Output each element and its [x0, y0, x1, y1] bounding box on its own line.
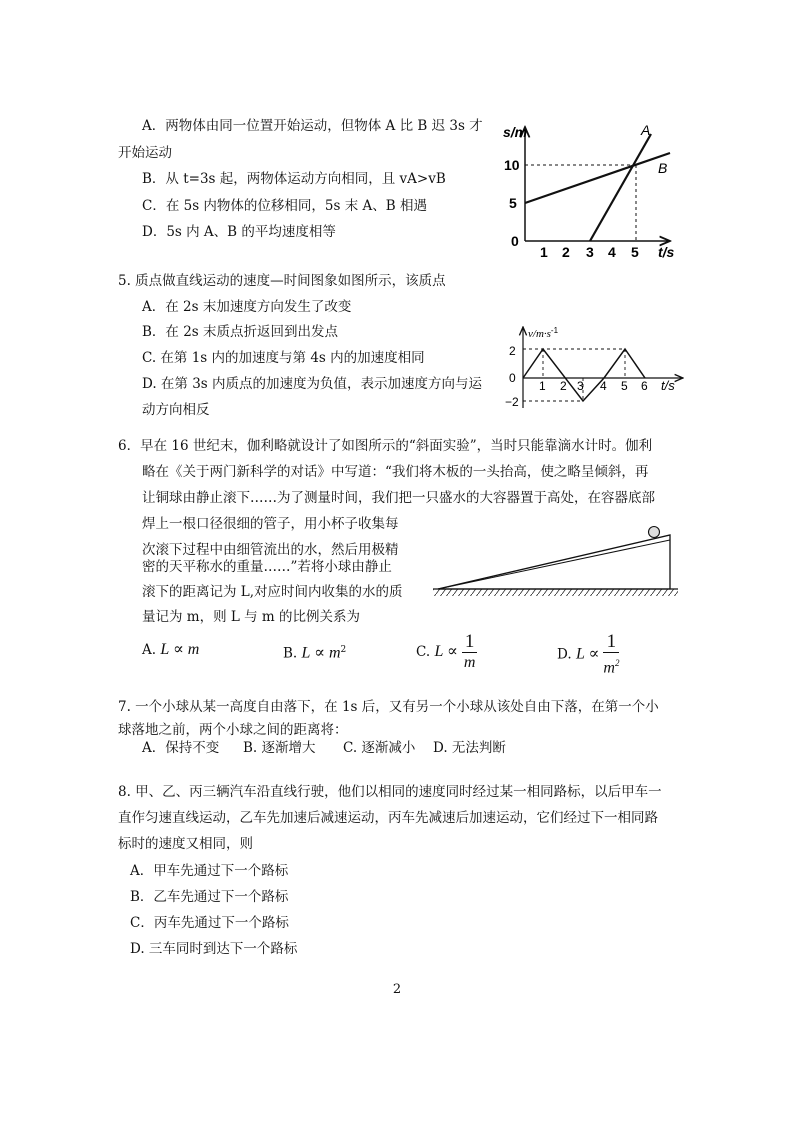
q4-y-label: s/m	[503, 124, 528, 140]
q5-y-tick-0: 0	[509, 371, 516, 385]
q4-x-tick-3: 3	[586, 244, 594, 260]
q4-x-tick-4: 4	[608, 244, 616, 260]
q4-x-tick-5: 5	[631, 244, 639, 260]
q5-vt-graph	[503, 322, 693, 412]
q5-option-d-cont: 动方向相反	[142, 402, 210, 418]
q6-line-7: 滚下的距离记为 L,对应时间内收集的水的质	[142, 584, 403, 600]
q5-x-label: t/s	[661, 378, 675, 393]
q6-line-6: 密的天平称水的重量……”若将小球由静止	[142, 559, 392, 575]
q6-incline-diagram	[430, 522, 685, 600]
q5-option-c: C. 在第 1s 内的加速度与第 4s 内的加速度相同	[142, 350, 425, 366]
q4-x-tick-1: 1	[540, 244, 548, 260]
q5-x-tick-2: 2	[560, 379, 567, 393]
q5-stem: 5. 质点做直线运动的速度—时间图象如图所示，该质点	[118, 273, 446, 289]
q6-line-2: 略在《关于两门新科学的对话》中写道：“我们将木板的一头抬高，使之略呈倾斜，再	[142, 464, 649, 480]
q4-line-b	[525, 153, 670, 203]
q4-option-a-cont: 开始运动	[118, 145, 172, 161]
q8-option-a: A．甲车先通过下一个路标	[130, 863, 289, 879]
q8-option-d: D. 三车同时到达下一个路标	[130, 941, 298, 957]
incline-plank	[438, 535, 670, 589]
q7-line-2: 球落地之前，两个小球之间的距离将：	[118, 722, 348, 738]
q4-option-c: C．在 5s 内物体的位移相同，5s 末 A、B 相遇	[142, 198, 427, 214]
q6-line-1: 6．早在 16 世纪末，伽利略就设计了如图所示的“斜面实验”，当时只能靠滴水计时。伽利	[118, 438, 653, 454]
q6-option-a: A. L ∝ m	[142, 641, 200, 658]
q7-option-b: B. 逐渐增大	[243, 740, 316, 756]
q5-velocity-line	[523, 349, 645, 401]
q5-option-d: D. 在第 3s 内质点的加速度为负值，表示加速度方向与运	[142, 376, 483, 392]
q4-x-label: t/s	[658, 244, 675, 260]
q4-x-tick-2: 2	[562, 244, 570, 260]
q5-x-tick-5: 5	[621, 379, 628, 393]
q7-line-1: 7. 一个小球从某一高度自由落下，在 1s 后，又有另一个小球从该处自由下落，在第一个小	[118, 699, 659, 715]
q6-option-d: D. L ∝ $\frac{1}{m^2}$	[557, 631, 620, 677]
q8-option-c: C．丙车先通过下一个路标	[130, 915, 289, 931]
q4-option-d: D．5s 内 A、B 的平均速度相等	[142, 224, 336, 240]
q4-line-a-label: A	[641, 122, 651, 138]
q8-option-b: B．乙车先通过下一个路标	[130, 889, 289, 905]
q7-option-d: D. 无法判断	[433, 740, 506, 756]
copper-ball	[649, 527, 660, 538]
q7-option-c: C. 逐渐减小	[343, 740, 416, 756]
q6-line-3: 让铜球由静止滚下……为了测量时间，我们把一只盛水的大容器置于高处，在容器底部	[142, 490, 655, 506]
q5-option-b: B．在 2s 末质点折返回到出发点	[142, 324, 339, 340]
q4-line-a	[590, 134, 651, 241]
ground-hatching	[433, 589, 678, 596]
q6-line-4: 焊上一根口径很细的管子，用小杯子收集每	[142, 516, 399, 532]
q5-x-tick-4: 4	[600, 379, 607, 393]
q4-option-b: B．从 t=3s 起，两物体运动方向相同，且 vA>vB	[142, 171, 446, 187]
q6-line-8: 量记为 m，则 L 与 m 的比例关系为	[142, 609, 361, 625]
q4-option-a: A．两物体由同一位置开始运动，但物体 A 比 B 迟 3s 才	[142, 118, 483, 134]
q8-line-3: 标时的速度又相同，则	[118, 836, 253, 852]
page-number: 2	[392, 982, 402, 997]
q4-y-tick-0: 0	[511, 233, 519, 249]
q8-line-1: 8. 甲、乙、丙三辆汽车沿直线行驶，他们以相同的速度同时经过某一相同路标，以后甲车一	[118, 784, 662, 800]
q5-x-tick-6: 6	[641, 379, 648, 393]
q7-option-a: A．保持不变	[142, 740, 220, 756]
q4-line-b-label: B	[658, 160, 668, 176]
q6-option-c: C. L ∝ $\frac{1}{m}$	[416, 631, 476, 671]
q6-line-5: 次滚下过程中由细管流出的水，然后用极精	[142, 542, 399, 558]
q4-st-graph	[490, 115, 690, 260]
incline-top-edge	[438, 540, 670, 589]
q5-x-tick-3: 3	[577, 379, 584, 393]
q8-line-2: 直作匀速直线运动，乙车先加速后减速运动，丙车先减速后加速运动，它们经过下一相同路	[118, 810, 658, 826]
q5-x-tick-1: 1	[539, 379, 546, 393]
q5-y-label: $v/m\cdot s^{-1}$	[528, 326, 559, 340]
q5-y-tick-2: 2	[509, 344, 516, 358]
q5-option-a: A．在 2s 末加速度方向发生了改变	[142, 299, 352, 315]
q6-option-b: B. $L \propto m^2$	[283, 644, 347, 662]
q5-y-tick-neg2: −2	[505, 395, 519, 409]
q4-y-tick-5: 5	[509, 195, 517, 211]
q4-y-tick-10: 10	[504, 157, 520, 173]
